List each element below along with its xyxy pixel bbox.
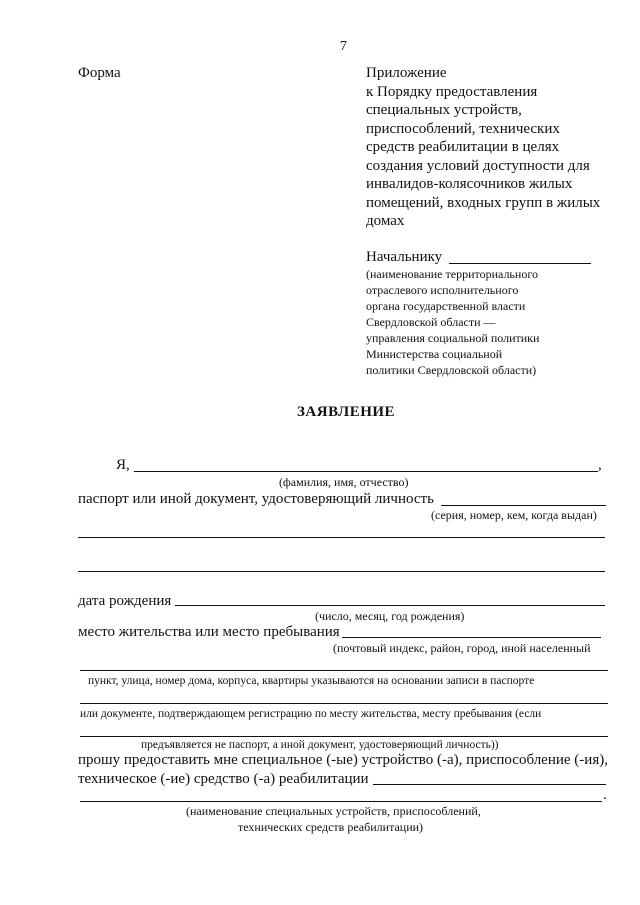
passport-field-line-3[interactable]: [78, 571, 605, 572]
residence-hint-4: предъявляется не паспорт, а иной документ, удостоверяющий личность)): [141, 739, 499, 751]
appendix-line: средств реабилитации в целях: [366, 139, 560, 155]
addressee-hint-line: (наименование территориального: [366, 267, 538, 281]
birth-hint: (число, месяц, год рождения): [315, 609, 465, 623]
passport-label: паспорт или иной документ, удостоверяющий личность: [78, 491, 434, 507]
end-period: .: [603, 787, 607, 803]
appendix-line: Приложение: [366, 65, 447, 81]
appendix-line: к Порядку предоставления: [366, 83, 538, 100]
appendix-line: инвалидов-колясочников жилых: [366, 176, 573, 192]
addressee-field[interactable]: [449, 263, 591, 264]
addressee-hint-line: органа государственной власти: [366, 299, 526, 313]
appendix-line: домах: [366, 213, 405, 229]
fio-field[interactable]: [134, 471, 598, 472]
passport-field[interactable]: [441, 505, 606, 506]
document-title: ЗАЯВЛЕНИЕ: [297, 404, 396, 420]
form-label: Форма: [78, 65, 121, 81]
residence-label: место жительства или место пребывания: [78, 624, 340, 640]
page-number: 7: [340, 39, 347, 54]
devices-field[interactable]: [373, 784, 606, 785]
devices-hint-2: технических средств реабилитации): [238, 820, 424, 834]
appendix-line: помещений, входных групп в жилых: [366, 194, 601, 211]
appendix-line: приспособлений, технических: [366, 120, 560, 137]
addressee-hint-line: Министерства социальной: [366, 347, 503, 361]
i-label: Я,: [116, 457, 130, 473]
birth-label: дата рождения: [78, 593, 172, 609]
appendix-line: специальных устройств,: [366, 102, 522, 118]
residence-hint-2: пункт, улица, номер дома, корпуса, квартиры указываются на основании записи в паспорте: [88, 675, 535, 687]
devices-field-line-2[interactable]: [80, 801, 602, 802]
residence-field[interactable]: [342, 637, 601, 638]
i-suffix: ,: [598, 457, 602, 473]
birth-field[interactable]: [175, 605, 605, 606]
residence-hint: (почтовый индекс, район, город, иной населенный: [333, 641, 591, 655]
residence-field-line-2[interactable]: [80, 670, 608, 671]
fio-hint: (фамилия, имя, отчество): [279, 475, 409, 489]
residence-hint-3: или документе, подтверждающем регистрацию по месту жительства, месту пребывания (если: [80, 708, 542, 720]
addressee-hint-line: управления социальной политики: [366, 331, 540, 345]
residence-field-line-3[interactable]: [80, 703, 608, 704]
addressee-hint: [366, 266, 539, 378]
addressee-hint-line: отраслевого исполнительного: [366, 283, 519, 297]
appendix-line: создания условий доступности для: [366, 157, 590, 174]
request-line-1: прошу предоставить мне специальное (-ые) устройство (-а), приспособление (-ия),: [78, 752, 608, 768]
passport-hint: (серия, номер, кем, когда выдан): [431, 508, 597, 522]
addressee-label: Начальнику: [366, 249, 443, 265]
addressee-hint-line: Свердловской области —: [366, 315, 496, 329]
passport-field-line-2[interactable]: [78, 537, 605, 538]
addressee-hint-line: политики Свердловской области): [366, 363, 537, 377]
devices-hint-1: (наименование специальных устройств, приспособлений,: [186, 804, 481, 818]
request-line-2: техническое (-ие) средство (-а) реабилитации: [78, 771, 369, 787]
appendix-block: [366, 64, 600, 231]
